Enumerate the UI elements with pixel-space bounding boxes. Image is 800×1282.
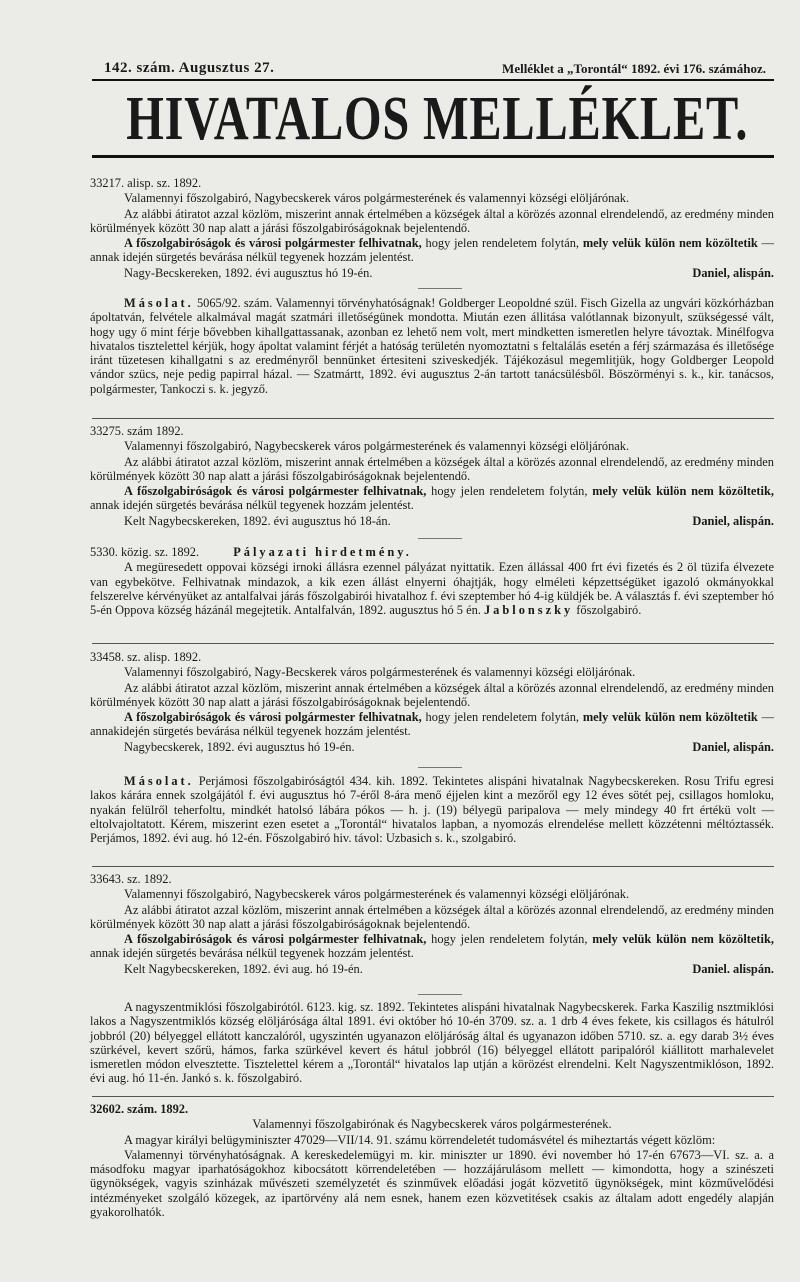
text: hogy jelen rendeletem folytán, (426, 484, 593, 499)
text: Az alábbi átiratot azzal közlöm, miszerint annak értelmében a községek által a körözés azonnal elrendelendő, az eredmény minden körülmények között 30 nap alatt a járási főszolgabiróságoknak bejelentendő. (90, 902, 774, 931)
emphasized-text: Daniel, alispán. (692, 739, 774, 754)
supplement-note: Melléklet a „Torontál“ 1892. évi 176. számához. (502, 61, 766, 76)
text: Valamennyi főszolgabiró, Nagybecskerek város polgármesterének és valamennyi községi elöljárónak. (124, 191, 630, 206)
text: Kelt Nagybecskereken, 1892. évi augusztus hó 18-án. (124, 513, 391, 528)
text: hogy jelen rendeletem folytán, (421, 710, 583, 725)
paragraph (90, 207, 774, 236)
text: 33458. sz. alisp. 1892. (90, 650, 202, 664)
text: hogy jelen rendeletem folytán, (426, 932, 593, 947)
emphasized-text: mely velük külön nem közöltetik, (592, 932, 774, 947)
text: Nagy-Becskereken, 1892. évi augusztus hó 19-én. (124, 265, 373, 280)
emphasized-text: Jablonszky (483, 603, 574, 618)
emphasized-text: Pályazati hirdetmény. (233, 545, 412, 559)
text: 33643. sz. 1892. (90, 872, 172, 886)
paragraph (90, 424, 774, 438)
paragraph (90, 296, 774, 396)
paragraph (90, 774, 774, 845)
separator (418, 538, 462, 539)
paragraph (90, 560, 774, 617)
text: Kelt Nagybecskereken, 1892. évi aug. hó 19-én. (124, 961, 363, 976)
text: 33217. alisp. sz. 1892. (90, 176, 202, 190)
text: Az alábbi átiratot azzal közlöm, miszerint annak értelmében a községek által a körözés azonnal elrendelendő, az eredmény minden körülmények között 30 nap alatt a járási főszolgabiróságoknak bejelentendő. (90, 206, 774, 235)
text: Az alábbi átiratot azzal közlöm, miszerint annak értelmében a községek által a körözés azonnal elrendelendő, az eredmény minden körülmények között 30 nap alatt a járási főszolgabiróságoknak bejelentendő. (90, 680, 774, 709)
paragraph (90, 1148, 774, 1219)
section-rule (92, 1096, 774, 1097)
paragraph (90, 1117, 774, 1131)
text: 33275. szám 1892. (90, 424, 184, 438)
notice-33458 (90, 650, 774, 754)
paragraph (90, 710, 774, 739)
issue-number: 142. szám. Augusztus 27. (104, 60, 275, 76)
page-title: HIVATALOS MELLÉKLET. (126, 85, 749, 153)
title-rule (92, 155, 774, 158)
text: Valamennyi főszolgabiró, Nagybecskerek város polgármesterének és valamennyi községi elöljárónak. (124, 439, 630, 454)
paragraph (90, 455, 774, 484)
emphasized-text: mely velük külön nem közöltetik (582, 236, 758, 251)
section-rule (92, 643, 774, 644)
paragraph (90, 236, 774, 265)
text: annak idején sürgetés bevárása nélkül tegyenek hozzám jelentést. (90, 498, 414, 513)
text: Perjámosi főszolgabiróságtól 434. kih. 1892. Tekintetes alispáni hivatalnak Nagybecskereken. Rosu Trifu egresi lakos kárára ennek szolgájától f. évi augusztus hó 7-éről 8-ára menő éjjelen kint a mezőről egy 12 éves sötét pej, csillagos homloku, nyakán felülről teherfoltu, mindkét hatolsó lábára pókos — h. j. (19) bélyegü paripalova — mely mindegy 40 frt értékü volt — eltolvajoltatott. Kérem, miszerint ezen esetet a „Torontál“ hivatalos lapban, a nyomozás elrendelése mellett közzétenni méltóztassék. Perjámos, 1892. évi aug. hó 12-én. Főszolgabiró hiv. távol: Uzbasich s. k., szolgabiró. (90, 774, 774, 846)
paragraph (90, 545, 774, 559)
paragraph (90, 1000, 774, 1086)
emphasized-text: mely velük külön nem közöltetik, (592, 484, 774, 499)
notice-33275 (90, 424, 774, 528)
header-rule (92, 79, 774, 81)
emphasized-text: A főszolgabiróságok és városi polgármester felhivatnak, (124, 484, 427, 499)
page-header (90, 60, 774, 78)
notice-33643 (90, 872, 774, 976)
paragraph (90, 191, 774, 205)
paragraph (90, 872, 774, 886)
paragraph (90, 1102, 774, 1116)
emphasized-text: A főszolgabiróságok és városi polgármester felhivatnak, (124, 236, 422, 251)
date-signature-line (90, 514, 774, 528)
text: Valamennyi törvényhatóságnak. A kereskedelemügyi m. kir. miniszter ur 1890. évi november hó 17-én 67673—VI. sz. a. a másodfoku magyar iparhatóságokhoz kibocsátott körrendeletében — hozzájárulásom mellett — kimondotta, hogy a szinészeti ügynökségek, vagyis szinházak művészeti személyzetét és szinművek előadási jogát közvetitő ügynökségek, mint közművelődési intézményeket szolgáló közegek, az ipartörvény alá nem esnek, hanem ezen közvetitések csakis az általam adott engedély alapján gyakorolhatók. (90, 1147, 774, 1220)
emphasized-text: A főszolgabiróságok és városi polgármester felhivatnak, (124, 710, 422, 725)
paragraph (90, 932, 774, 961)
emphasized-text: Másolat. (124, 296, 194, 310)
text: — annakidején sürgetés bevárása nélkül tegyenek hozzám jelentést. (90, 710, 774, 739)
emphasized-text: A főszolgabiróságok és városi polgármester felhivatnak, (124, 932, 427, 947)
emphasized-text: Daniel. alispán. (692, 961, 774, 976)
text: Az alábbi átiratot azzal közlöm, miszerint annak értelmében a községek által a körözés azonnal elrendelendő, az eredmény minden körülmények között 30 nap alatt a járási főszolgabiróságoknak bejelentendő. (90, 454, 774, 483)
paragraph (90, 1133, 774, 1147)
emphasized-text: mely velük külön nem közöltetik (582, 710, 758, 725)
separator (418, 767, 462, 768)
text: Valamennyi főszolgabiró, Nagybecskerek város polgármesterének és valamennyi községi elöljárónak. (124, 887, 630, 902)
copy-notice-5065 (90, 296, 774, 397)
text: Nagybecskerek, 1892. évi augusztus hó 19-én. (124, 739, 355, 754)
emphasized-text: 32602. szám. 1892. (90, 1102, 189, 1116)
text: 5330. közig. sz. 1892. (90, 545, 200, 559)
date-signature-line (90, 266, 774, 280)
separator (418, 288, 462, 289)
text: A megüresedett oppovai községi irnoki állásra ezennel pályázat nyittatik. Ezen állással 400 frt évi fizetés és 2 öl tüzifa élvezete van egybekötve. Felhivatnak mindazok, a kik ezen állást elnyerni óhajtják, hogy elméleti képzettségüket igazoló okmányokkal felszerelve kérvényüket az antalfalvai járás főszolgabirói hivatalhoz f. évi szeptember hó 4-ig küldjék be. A választás f. évi szeptember hó 5-én Oppova község házánál megejtetik. Antalfalván, 1892. augusztus hó 5 én. (90, 560, 774, 618)
text: annak idején sürgetés bevárása nélkül tegyenek hozzám jelentést. (90, 946, 414, 961)
paragraph (90, 665, 774, 679)
notice-33217 (90, 176, 774, 280)
paragraph (90, 439, 774, 453)
paragraph (90, 903, 774, 932)
text: — annak idején sürgetés bevárása nélkül tegyenek hozzám jelentést. (90, 236, 774, 265)
notice-nagyszentmiklos (90, 1000, 774, 1087)
paragraph (90, 176, 774, 190)
text (199, 545, 233, 559)
separator (418, 994, 462, 995)
date-signature-line (90, 962, 774, 976)
paragraph (90, 681, 774, 710)
paragraph (90, 887, 774, 901)
paragraph (90, 484, 774, 513)
emphasized-text: Másolat. (124, 774, 194, 788)
text: Valamennyi főszolgabiró, Nagy-Becskerek város polgármesterének és valamennyi községi elöljárónak. (124, 665, 636, 680)
text: A nagyszentmiklósi főszolgabirótól. 6123. kig. sz. 1892. Tekintetes alispáni hivatalnak Nagybecskerek. Farka Kaszilig nsztmiklósi lakos a Nagyszentmiklós község elöljárósága által 1891. évi október hó 10-én 3709. sz. a. 1 drb 4 éves fekete, kis csillagos és hátulról jobbról (20) bélyeggel ellátott kanczalóról, ugyszintén ugyanazon elöljáróság által és ugyanazon időben 5710. sz. a. egy darab 3½ éves szürkével, kevert szőrü, hámos, farka szürkével kevert és hátul jobbról (16) bélyeggel ellátott paripalóról kiállitott marhalevelet ismeretlen módon elvesztette. Tisztelettel kérem a „Torontál“ hivatalos lap utján a körözést elrendelni. Kelt Nagyszentmiklóson, 1892. évi aug. hó 11-én. Jankó s. k. főszolgabiró. (90, 1000, 774, 1086)
paragraph (90, 650, 774, 664)
text: hogy jelen rendeletem folytán, (421, 236, 583, 251)
copy-notice-perjamos (90, 774, 774, 846)
notice-32602 (90, 1102, 774, 1220)
emphasized-text: Daniel, alispán. (692, 265, 774, 280)
emphasized-text: Daniel, alispán. (692, 513, 774, 528)
date-signature-line (90, 740, 774, 754)
text: 5065/92. szám. Valamennyi törvényhatóságnak! Goldberger Leopoldné szül. Fisch Gizella az ungvári közkórházban ápoltatván, felvétele alkalmával magát szatmári illetőségünek mondotta. Miután ezen állitása valótlannak bizonyult, szükségessé vált, hogy ugy ő mint férje bővebben kihallgattassanak, azonban ez lehető nem volt, mert mindketten ismeretlen helyre távoztak. Minélfogva hivatalos tisztelettel kérjük, hogy ápoltat valamint férjét a hatóság területén nyomoztatni s feltalálás esetén a férj származása és illetősége iránt tüzetesen kihallgatni s az eredményről bennünket értesiteni sziveskedjék. Tájékozásul megemlitjük, hogy Goldberger Leopold vándor szücs, neje pedig papirral házal. — Szatmártt, 1892. évi augusztus 2-án tartott tanácsülésből. Böszörményi s. k., kir. tanácsos, polgármester, Tankoczi s. k. jegyző. (90, 296, 774, 396)
section-rule (92, 418, 774, 419)
text: A magyar királyi belügyminiszter 47029—VII/14. 91. számu körrendeletét tudomásvétel és miheztartás végett közlöm: (124, 1132, 716, 1147)
tender-notice-5330 (90, 545, 774, 618)
text: főszolgabiró. (573, 603, 642, 618)
text: Valamennyi főszolgabirónak és Nagybecskerek város polgármesterének. (252, 1117, 612, 1132)
section-rule (92, 866, 774, 867)
